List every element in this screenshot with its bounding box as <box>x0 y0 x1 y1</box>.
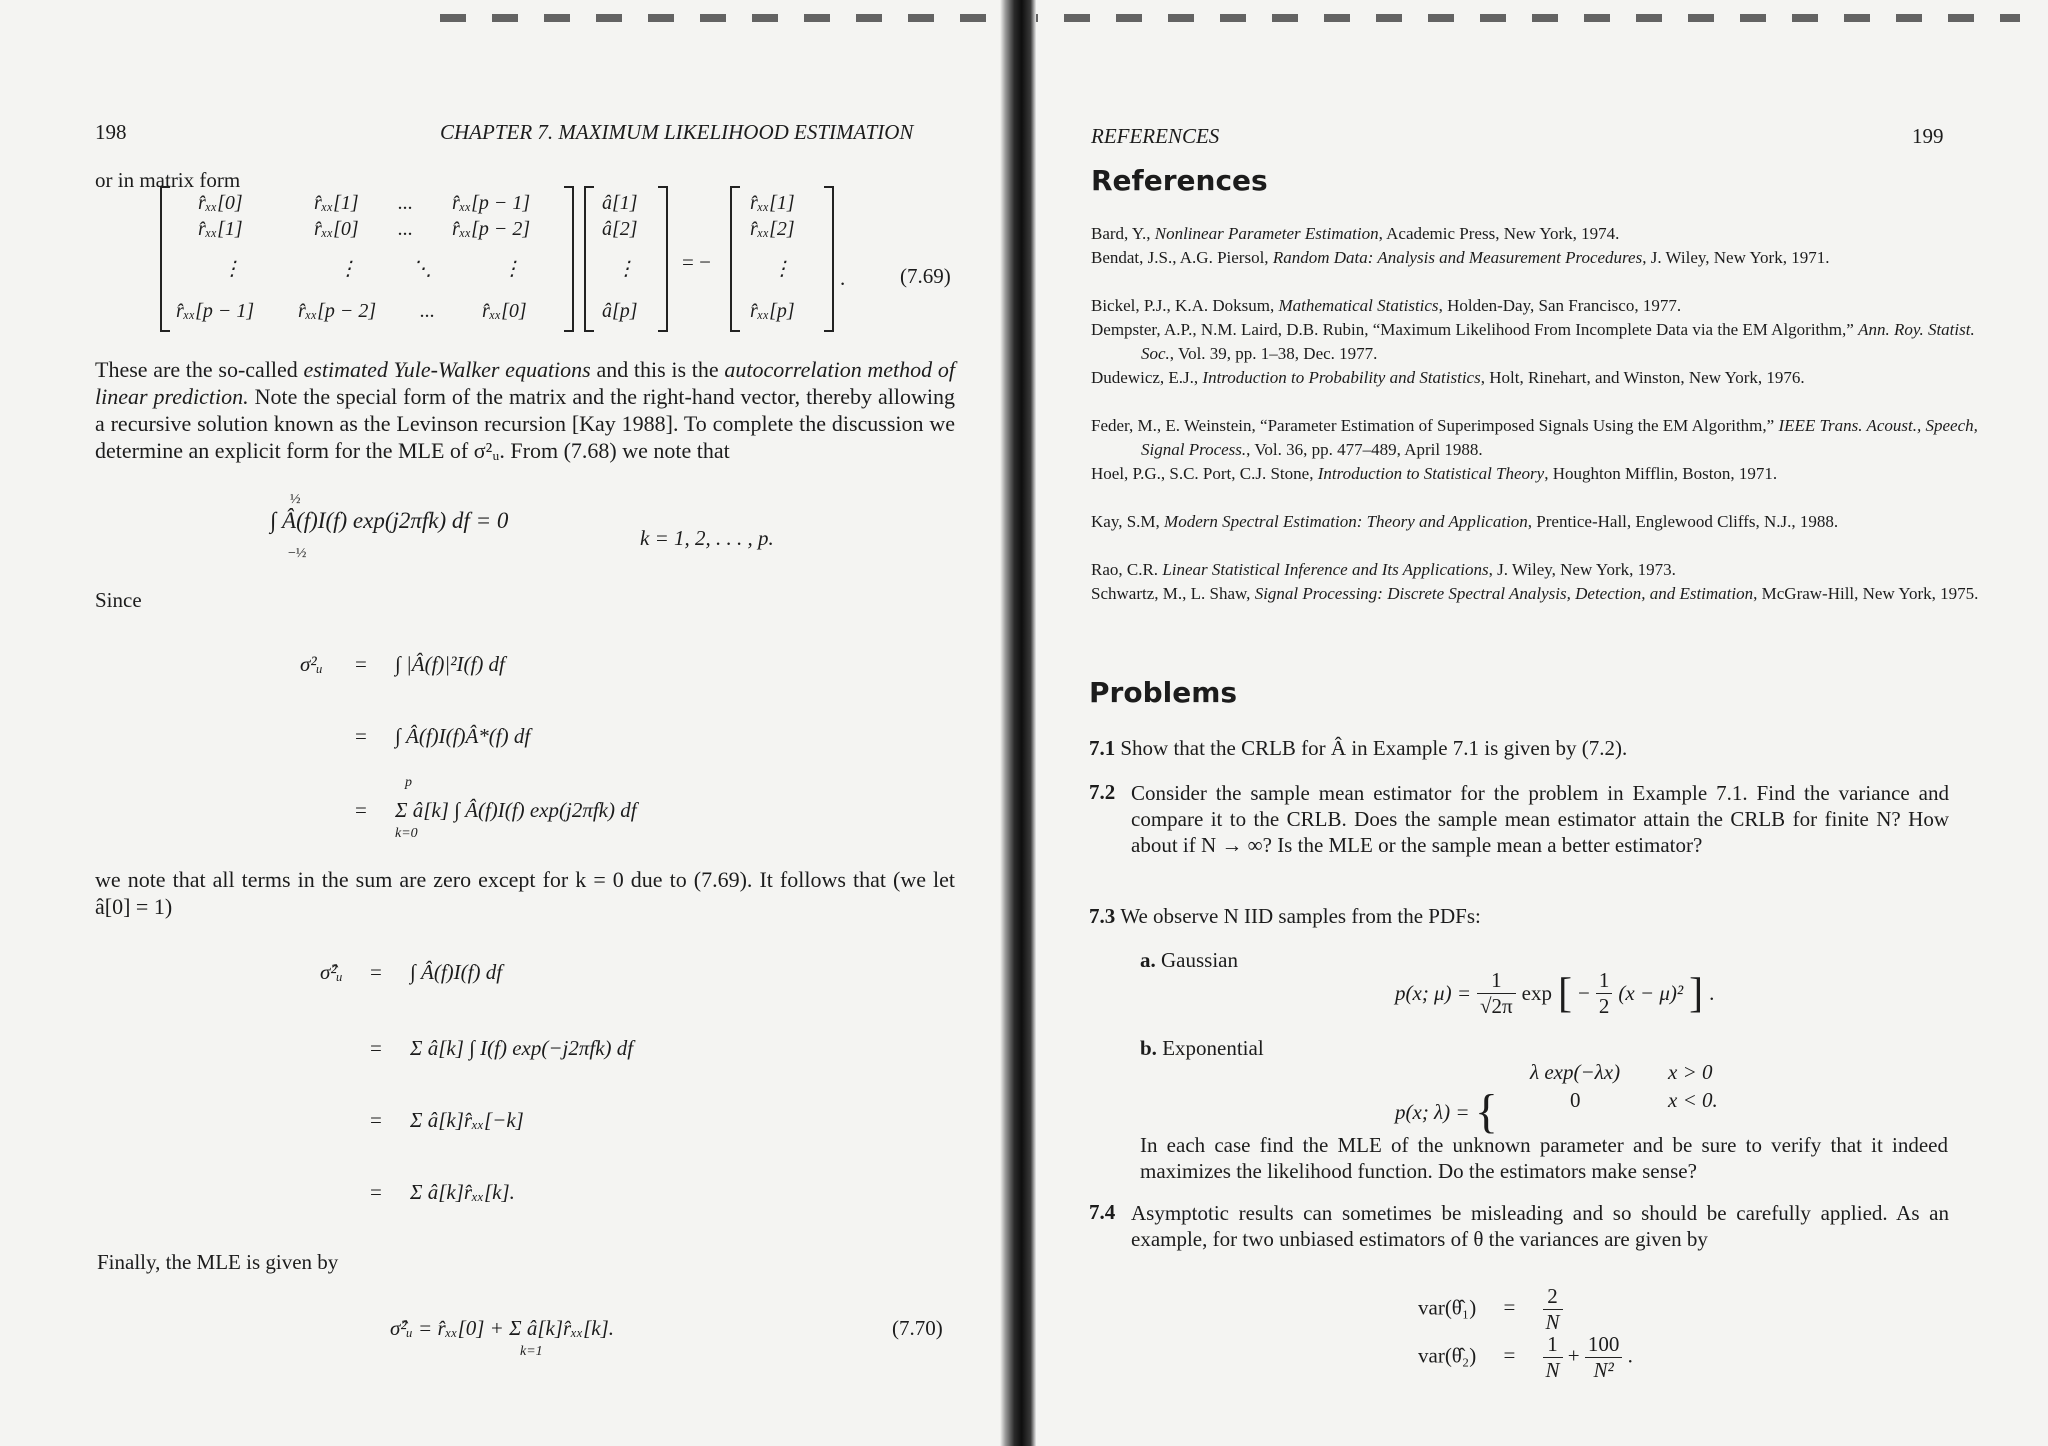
matrix-cell: r̂ₓₓ[p − 1] <box>176 300 255 322</box>
matrix-equals: = − <box>682 250 711 274</box>
vector-cell: r̂ₓₓ[p] <box>750 300 795 322</box>
integral-lower-limit: −½ <box>288 546 307 561</box>
final-sum-lower-limit: k=1 <box>520 1344 543 1359</box>
matrix-cell: ⋱ <box>412 258 432 280</box>
sigma-rhs-3: Σ â[k] ∫ Â(f)I(f) exp(j2πfk) df <box>395 798 637 822</box>
equals-sign: = <box>355 798 367 822</box>
matrix-cell: r̂ₓₓ[1] <box>198 218 243 240</box>
gaussian-pdf: p(x; μ) = $\frac{1}{√2\pi}$ exp [ − $\frac{1}{2}$ (x − μ)² ] . <box>1395 968 1715 1018</box>
reference-item: Bard, Y., Nonlinear Parameter Estimation, Academic Press, New York, 1974. <box>1091 224 1620 243</box>
sigma-lhs: σ²ᵤ <box>300 652 323 676</box>
running-header: CHAPTER 7. MAXIMUM LIKELIHOOD ESTIMATION <box>440 120 914 144</box>
vector-cell: â[p] <box>602 300 638 322</box>
matrix-cell: ... <box>398 218 413 240</box>
page-number: 198 <box>95 120 127 144</box>
sigma-rhs-2: ∫ Â(f)I(f)Â*(f) df <box>395 724 531 748</box>
reference-item: Kay, S.M, Modern Spectral Estimation: Theory and Application, Prentice-Hall, Englewood Cliffs, N.J., 1988. <box>1091 512 1839 531</box>
equals-sign: = <box>370 1108 382 1132</box>
matrix-cell: ... <box>398 192 413 214</box>
reference-item: Feder, M., E. Weinstein, “Parameter Estimation of Superimposed Signals Using the EM Algorithm,” IEEE Trans. Acoust., Speech, Signal Process., Vol. 36, pp. 477–489, April 1988. <box>1091 416 1978 459</box>
variance-theta-2: var(θ̂₂) = $\frac{1}{N}$ + $\frac{100}{\text{N²}}$ . <box>1418 1332 1633 1382</box>
equals-sign: = <box>355 652 367 676</box>
page-number: 199 <box>1912 124 1944 148</box>
matrix-cell: ⋮ <box>222 258 242 280</box>
exponential-condition-2: x < 0. <box>1668 1088 1718 1112</box>
sigma-hat-rhs-2: Σ â[k] ∫ I(f) exp(−j2πfk) df <box>410 1036 634 1060</box>
exponential-label: b. Exponential <box>1140 1036 1264 1060</box>
problem-7-2: 7.2 Consider the sample mean estimator for the problem in Example 7.1. Find the variance and compare it to the CRLB. Does the sample mean estimator attain the CRLB for finite N? How about if N → ∞? Is the MLE or the sample mean a better estimator? <box>1089 780 1949 857</box>
sigma-rhs-1: ∫ |Â(f)|²I(f) df <box>395 652 505 676</box>
problems-heading: Problems <box>1089 676 1238 709</box>
sigma-hat-rhs-3: Σ â[k]r̂ₓₓ[−k] <box>410 1108 524 1132</box>
sigma-hat-rhs-1: ∫ Â(f)I(f) df <box>410 960 503 984</box>
equals-sign: = <box>370 960 382 984</box>
autocorrelation-matrix <box>160 186 574 332</box>
since-label: Since <box>95 588 142 612</box>
vector-cell: r̂ₓₓ[1] <box>750 192 795 214</box>
vector-cell: ⋮ <box>616 258 636 280</box>
left-page <box>0 0 1000 1446</box>
coefficient-vector <box>584 186 668 332</box>
reference-item: Bickel, P.J., K.A. Doksum, Mathematical Statistics, Holden-Day, San Francisco, 1977. <box>1091 296 1682 315</box>
vector-cell: ⋮ <box>772 258 792 280</box>
references-heading: References <box>1091 164 1268 197</box>
rhs-vector <box>730 186 834 332</box>
vector-cell: r̂ₓₓ[2] <box>750 218 795 240</box>
equation-number: (7.70) <box>892 1316 943 1340</box>
reference-item: Schwartz, M., L. Shaw, Signal Processing: Discrete Spectral Analysis, Detection, and Estimation, McGraw-Hill, New York, 1975. <box>1091 584 1979 603</box>
variance-theta-1: var(θ̂₁) = $\frac{2}{N}$ <box>1418 1284 1563 1335</box>
matrix-cell: r̂ₓₓ[0] <box>198 192 243 214</box>
sigma-hat-rhs-4: Σ â[k]r̂ₓₓ[k]. <box>410 1180 515 1204</box>
exponential-pdf: p(x; λ) = { <box>1395 1085 1498 1138</box>
matrix-cell: ⋮ <box>502 258 522 280</box>
final-mle-equation: σ̂²ᵤ = r̂ₓₓ[0] + Σ â[k]r̂ₓₓ[k]. <box>390 1316 615 1340</box>
exponential-case-1: λ exp(−λx) <box>1530 1060 1621 1084</box>
matrix-cell: r̂ₓₓ[0] <box>482 300 527 322</box>
matrix-cell: ⋮ <box>338 258 358 280</box>
running-header: REFERENCES <box>1091 124 1220 148</box>
reference-item: Dudewicz, E.J., Introduction to Probability and Statistics, Holt, Rinehart, and Winston, New York, 1976. <box>1091 368 1805 387</box>
reference-item: Bendat, J.S., A.G. Piersol, Random Data: Analysis and Measurement Procedures, J. Wiley, New York, 1971. <box>1091 248 1830 267</box>
matrix-cell: r̂ₓₓ[0] <box>314 218 359 240</box>
equation-number: (7.69) <box>900 264 951 288</box>
vector-cell: â[2] <box>602 218 638 240</box>
equals-sign: = <box>370 1180 382 1204</box>
vector-cell: â[1] <box>602 192 638 214</box>
exponential-condition-1: x > 0 <box>1668 1060 1713 1084</box>
sum-zero-paragraph: we note that all terms in the sum are zero except for k = 0 due to (7.69). It follows that (we let â[0] = 1) <box>95 867 955 919</box>
orthogonality-equation: ½ −½ ∫ Â(f)I(f) exp(j2πfk) df = 0 <box>270 492 509 561</box>
gaussian-label: a. Gaussian <box>1140 948 1238 972</box>
book-spine-shadow <box>1000 0 1036 1446</box>
integral-upper-limit: ½ <box>290 492 301 507</box>
matrix-cell: r̂ₓₓ[p − 2] <box>452 218 531 240</box>
problem-7-1: 7.1 Show that the CRLB for Â in Example 7.1 is given by (7.2). <box>1089 736 1628 760</box>
problem-7-4: 7.4 Asymptotic results can sometimes be misleading and so should be carefully applied. As an example, for two unbiased estimators of θ the variances are given by <box>1089 1200 1949 1251</box>
reference-item: Hoel, P.G., S.C. Port, C.J. Stone, Introduction to Statistical Theory, Houghton Mifflin, Boston, 1971. <box>1091 464 1778 483</box>
reference-item: Dempster, A.P., N.M. Laird, D.B. Rubin, “Maximum Likelihood From Incomplete Data via the EM Algorithm,” Ann. Roy. Statist. Soc., Vol. 39, pp. 1–38, Dec. 1977. <box>1091 320 1975 363</box>
problem-7-3-closing: In each case find the MLE of the unknown parameter and be sure to verify that it indeed maximizes the likelihood function. Do the estimators make sense? <box>1140 1133 1948 1183</box>
matrix-period: . <box>840 266 846 290</box>
finally-text: Finally, the MLE is given by <box>97 1250 339 1274</box>
reference-item: Rao, C.R. Linear Statistical Inference and Its Applications, J. Wiley, New York, 1973. <box>1091 560 1676 579</box>
matrix-cell: r̂ₓₓ[1] <box>314 192 359 214</box>
sum-lower-limit: k=0 <box>395 826 418 841</box>
equals-sign: = <box>370 1036 382 1060</box>
sigma-hat-lhs: σ̂²ᵤ <box>320 960 343 984</box>
equals-sign: = <box>355 724 367 748</box>
matrix-cell: ... <box>420 300 435 322</box>
orthogonality-k-range: k = 1, 2, . . . , p. <box>640 526 774 550</box>
intro-text: or in matrix form <box>95 168 241 192</box>
yule-walker-paragraph: These are the so-called estimated Yule-Walker equations and this is the autocorrelation method of linear prediction. Note the special form of the matrix and the right-hand vector, thereby allowing a recursive solution known as the Levinson recursion [Kay 1988]. To complete the discussion we determine an explicit form for the MLE of σ²ᵤ. From (7.68) we note that <box>95 357 955 463</box>
sum-upper-limit: p <box>405 775 412 790</box>
matrix-cell: r̂ₓₓ[p − 1] <box>452 192 531 214</box>
problem-7-3: 7.3 We observe N IID samples from the PDFs: <box>1089 904 1481 928</box>
exponential-case-2: 0 <box>1570 1088 1581 1112</box>
matrix-cell: r̂ₓₓ[p − 2] <box>298 300 377 322</box>
